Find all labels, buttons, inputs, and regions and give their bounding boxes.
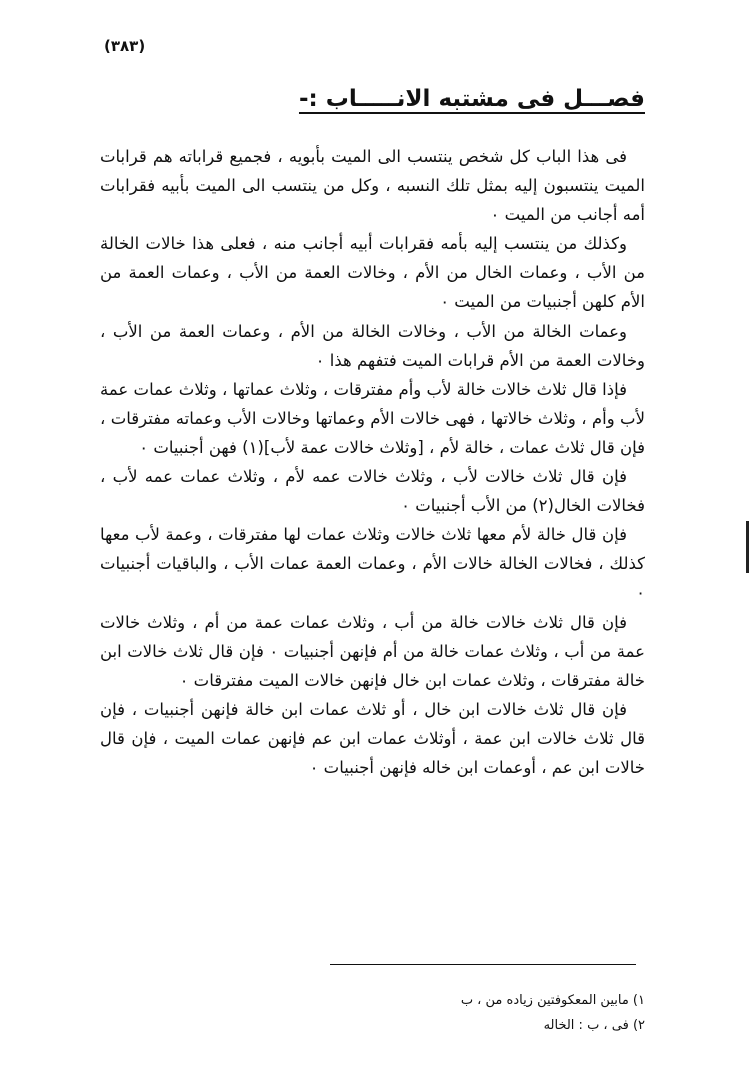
paragraph: فإن قال ثلاث خالات خالة من أب ، وثلاث عمات عمة من أم ، وثلاث خالات عمة من أب ، وثلاث عمات خالة من أم فإنهن أجنبيات ٠ فإن قال ثلاث خالات ابن خالة مفترقات ، وثلاث عمات ابن خال فإنهن خالات الميت مفترقات ٠ (100, 612, 645, 690)
footnote: ١) مابين المعكوفتين زياده من ، ب (460, 993, 645, 1008)
page-number: (٣٨٣) (104, 37, 146, 55)
body-text (100, 142, 645, 782)
paragraph: فى هذا الباب كل شخص ينتسب الى الميت بأبويه ، فجميع قراباته هم قرابات الميت ينتسبون إليه بمثل تلك النسبه ، وكل من ينتسب الى الميت بأبيه فقرابات أمه أجانب من الميت ٠ (100, 147, 645, 225)
paragraph: فإن قال خالة لأم معها ثلاث خالات وثلاث عمات لها مفترقات ، وعمة لأب معها كذلك ، فخالات الخالة خالات الأم ، وعمات العمة عمات الأب ، والباقيات أجنبيات ٠ (100, 525, 645, 603)
footnote-divider (330, 964, 636, 965)
paragraph: فإن قال ثلاث خالات ابن خال ، أو ثلاث عمات ابن خالة فإنهن أجنبيات ، فإن قال ثلاث خالات ابن عمة ، أوثلاث عمات ابن عم فإنهن عمات الميت ، فإن قال خالات ابن عم ، أوعمات ابن خاله فإنهن أجنبيات ٠ (100, 699, 645, 777)
scan-edge-mark (746, 521, 749, 573)
paragraph: وكذلك من ينتسب إليه بأمه فقرابات أبيه أجانب منه ، فعلى هذا خالات الخالة من الأب ، وعمات الخال من الأم ، وخالات العمة من الأب ، وعمات العمة من الأم كلهن أجنبيات من الميت ٠ (100, 234, 645, 312)
footnote: ٢) فى ، ب : الخاله (543, 1018, 645, 1033)
footnotes (225, 988, 645, 1038)
section-heading: فصـــل فى مشتبه الانـــــاب :- (298, 86, 645, 112)
paragraph: وعمات الخالة من الأب ، وخالات الخالة من الأم ، وعمات العمة من الأب ، وخالات العمة من الأم قرابات الميت فتفهم هذا ٠ (100, 321, 645, 370)
paragraph: فإذا قال ثلاث خالات خالة لأب وأم مفترقات ، وثلاث عماتها ، وثلاث عمات عمة لأب وأم ، وثلاث خالاتها ، فهى خالات الأم وعماتها وخالات الأب وعماته مفترقات ، فإن قال ثلاث عمات ، خالة لأم ، [وثلاث خالات عمة لأب](١) فهن أجنبيات ٠ (100, 379, 645, 457)
paragraph: فإن قال ثلاث خالات لأب ، وثلاث خالات عمه لأم ، وثلاث عمات عمه لأب ، فخالات الخال(٢) من الأب أجنبيات ٠ (100, 467, 645, 516)
